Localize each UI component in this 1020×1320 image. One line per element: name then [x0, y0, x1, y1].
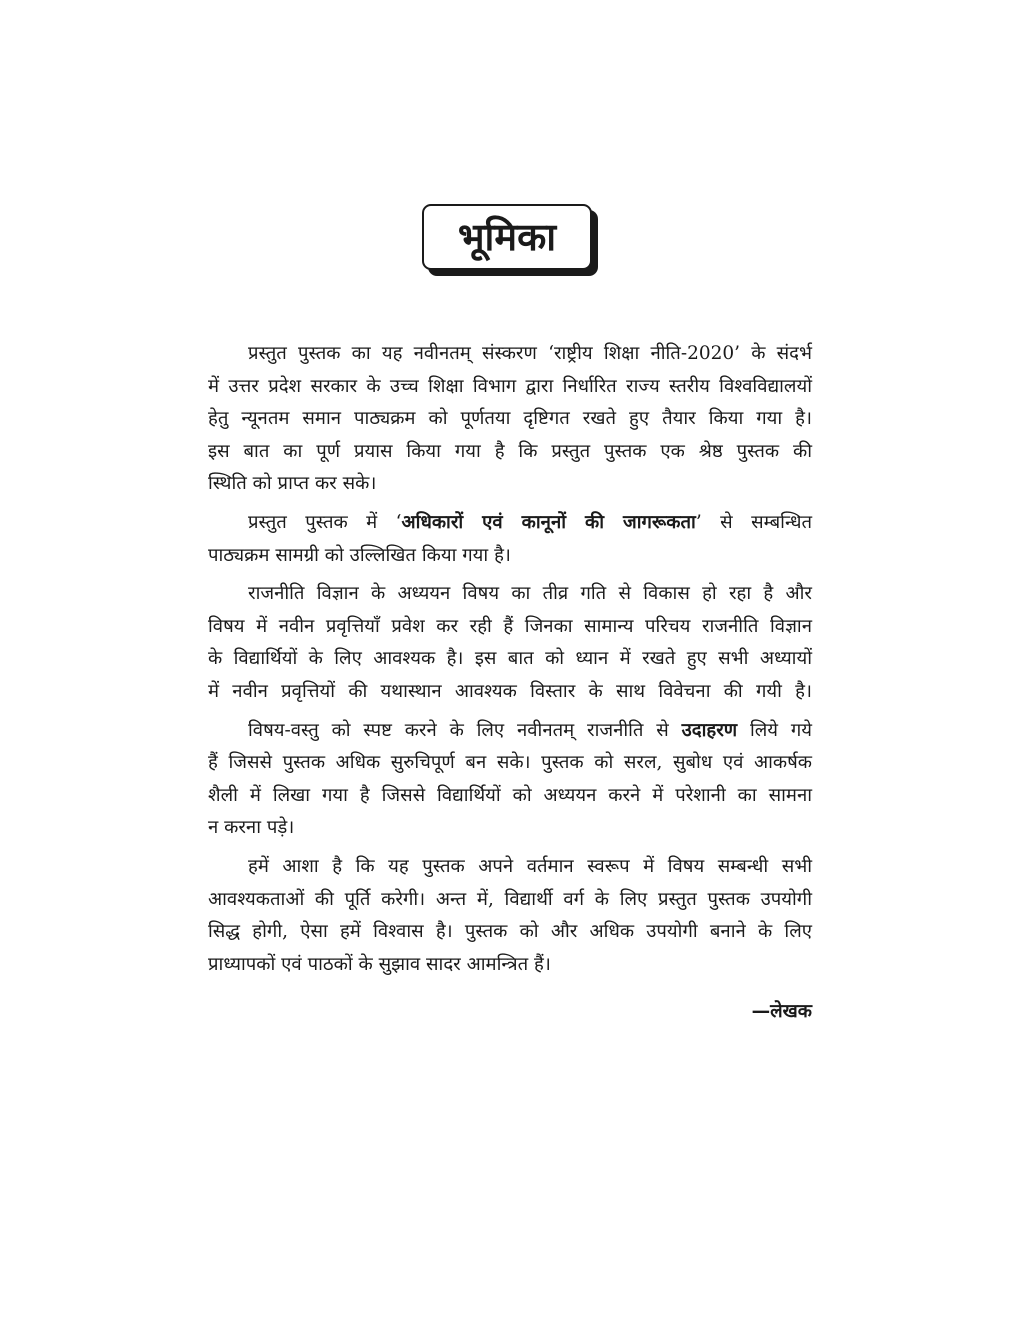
text-line: [208, 715, 812, 748]
text-line: [208, 507, 812, 540]
page-title: भूमिका: [457, 215, 557, 259]
text-line: स्थिति को प्राप्त कर सके।: [208, 473, 377, 495]
text-segment: लिये गये: [737, 719, 812, 741]
text-line: सिद्ध होगी, ऐसा हमें विश्वास है। पुस्तक को और अधिक उपयोगी बनाने के लिए: [208, 921, 812, 943]
text-line: न करना पड़े।: [208, 817, 295, 839]
text-line: विषय में नवीन प्रवृत्तियाँ प्रवेश कर रही हैं जिनका सामान्य परिचय राजनीति विज्ञान: [208, 615, 812, 637]
author-signature: —लेखक: [751, 1001, 812, 1022]
paragraph-2: [208, 507, 812, 572]
title-frame: [422, 204, 592, 270]
text-line: हेतु न्यूनतम समान पाठ्यक्रम को पूर्णतया दृष्टिगत रखते हुए तैयार किया गया है।: [208, 408, 812, 430]
text-line: में उत्तर प्रदेश सरकार के उच्च शिक्षा विभाग द्वारा निर्धारित राज्य स्तरीय विश्वविद्यालयों: [208, 375, 812, 397]
text-line: प्रस्तुत पुस्तक का यह नवीनतम् संस्करण ‘राष्ट्रीय शिक्षा नीति-2020’ के संदर्भ: [248, 343, 812, 364]
paragraph-3: [208, 578, 812, 708]
text-line: के विद्यार्थियों के लिए आवश्यक है। इस बात को ध्यान में रखते हुए सभी अध्यायों: [208, 648, 812, 670]
paragraph-5: [208, 851, 812, 981]
text-line: राजनीति विज्ञान के अध्ययन विषय का तीव्र गति से विकास हो रहा है और: [248, 583, 812, 605]
text-segment: ’ से सम्बन्धित: [695, 511, 813, 533]
text-line: हमें आशा है कि यह पुस्तक अपने वर्तमान स्वरूप में विषय सम्बन्धी सभी: [248, 855, 812, 877]
text-line: आवश्यकताओं की पूर्ति करेगी। अन्त में, विद्यार्थी वर्ग के लिए प्रस्तुत पुस्तक उपयोगी: [208, 888, 812, 910]
text-segment: प्रस्तुत पुस्तक में ‘: [248, 511, 402, 533]
paragraph-1: [208, 338, 812, 501]
text-segment: विषय-वस्तु को स्पष्ट करने के लिए नवीनतम् राजनीति से: [248, 719, 682, 741]
text-line: इस बात का पूर्ण प्रयास किया गया है कि प्रस्तुत पुस्तक एक श्रेष्ठ पुस्तक की: [208, 440, 812, 462]
text-line: पाठ्यक्रम सामग्री को उल्लिखित किया गया है।: [208, 544, 511, 566]
text-line: शैली में लिखा गया है जिससे विद्यार्थियों को अध्ययन करने में परेशानी का सामना: [208, 784, 812, 806]
bold-phrase: अधिकारों एवं कानूनों की जागरूकता: [401, 511, 696, 533]
text-line: हैं जिससे पुस्तक अधिक सुरुचिपूर्ण बन सके। पुस्तक को सरल, सुबोध एवं आकर्षक: [208, 752, 812, 774]
text-line: में नवीन प्रवृत्तियों की यथास्थान आवश्यक विस्तार के साथ विवेचना की गयी है।: [208, 680, 812, 702]
paragraph-4: [208, 715, 812, 845]
bold-phrase: उदाहरण: [681, 719, 738, 741]
preface-body: [208, 338, 812, 987]
text-line: प्राध्यापकों एवं पाठकों के सुझाव सादर आमन्त्रित हैं।: [208, 953, 551, 975]
